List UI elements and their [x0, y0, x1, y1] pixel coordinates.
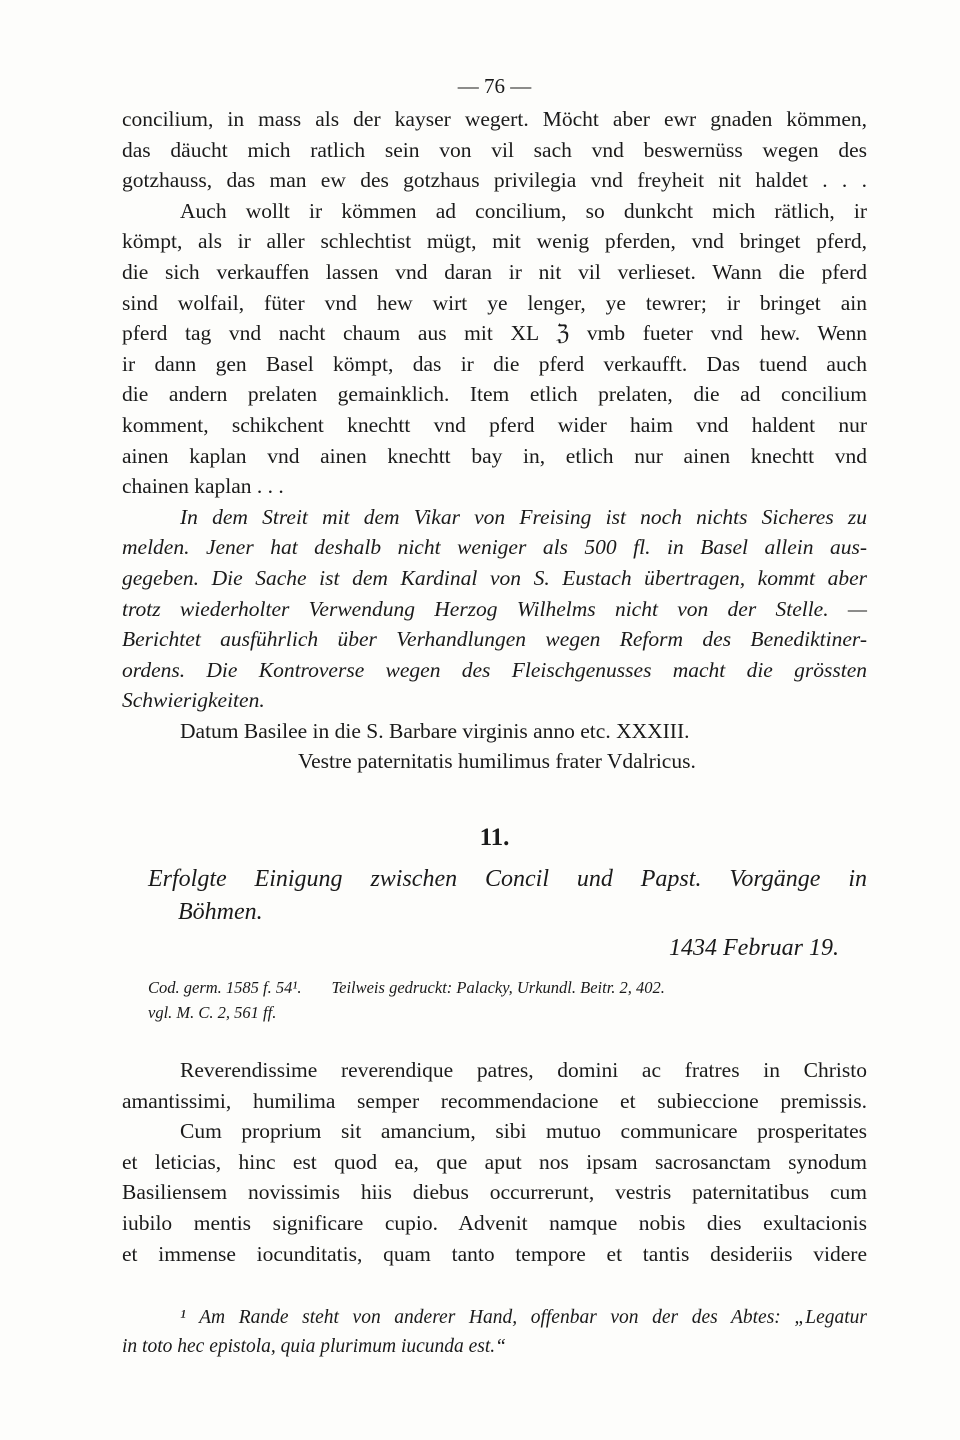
- title-line: Böhmen.: [178, 899, 263, 926]
- source-printed: Teilweis gedruckt: Palacky, Urkundl. Beitr. 2, 402.: [331, 978, 665, 998]
- body-line: amantissimi, humilima semper recommendacione et subieccione premissis.: [122, 1088, 867, 1113]
- text-line: gotzhauss, das man ew des gotzhaus privilegia vnd freyheit nit haldet . . .: [122, 168, 867, 193]
- title-line: Erfolgte Einigung zwischen Concil und Papst. Vorgänge in: [148, 866, 867, 893]
- summary-line: In dem Streit mit dem Vikar von Freising ist noch nichts Sicheres zu: [180, 504, 867, 529]
- text-line: kömpt, als ir aller schlechtist mügt, mit wenig pferden, vnd bringet pferd,: [122, 229, 867, 254]
- page-number: — 76 —: [457, 74, 532, 98]
- text-line: ainen kaplan vnd ainen knechtt bay in, etlich nur ainen knechtt vnd: [122, 443, 867, 468]
- text-line: Auch wollt ir kömmen ad concilium, so dunkcht mich rätlich, ir: [180, 198, 867, 223]
- signature: Vestre paternitatis humilimus frater Vdalricus.: [298, 749, 696, 774]
- page: [122, 70, 867, 1361]
- document-title: [122, 863, 867, 929]
- document-date: 1434 Februar 19.: [669, 935, 839, 962]
- body-line: Cum proprium sit amancium, sibi mutuo communicare prosperitates: [180, 1119, 867, 1144]
- body-paragraph: [122, 1055, 867, 1269]
- text-line: die andern prelaten gemainklich. Item etlich prelaten, die ad concilium: [122, 382, 867, 407]
- body-line: et leticias, hinc est quod ea, que aput nos ipsam sacrosanctam synodum: [122, 1149, 867, 1174]
- source-codex: Cod. germ. 1585 f. 54¹.: [148, 978, 302, 998]
- body-line: Basiliensem novissimis hiis diebus occurrerunt, vestris paternitatibus cum: [122, 1180, 867, 1205]
- dateline: Datum Basilee in die S. Barbare virginis anno etc. XXXIII.: [180, 718, 690, 743]
- source-note: [122, 975, 867, 1025]
- text-line: das däucht mich ratlich sein von vil sach vnd beswernüss wegen des: [122, 137, 867, 162]
- summary-line: melden. Jener hat deshalb nicht weniger als 500 fl. in Basel allein aus-: [122, 535, 867, 560]
- text-line: chainen kaplan . . .: [122, 474, 284, 499]
- body-line: iubilo mentis significare cupio. Advenit namque nobis dies exultacionis: [122, 1211, 867, 1236]
- text-line: ir dann gen Basel kömpt, das ir die pferd verkaufft. Das tuend auch: [122, 351, 867, 376]
- editorial-summary: [122, 502, 867, 716]
- body-line: Reverendissime reverendique patres, domini ac fratres in Christo: [180, 1058, 867, 1083]
- text-line: komment, schikchent knechtt vnd pferd wider haim vnd haldent nur: [122, 412, 867, 437]
- document-number: 11.: [479, 824, 510, 852]
- summary-line: ordens. Die Kontroverse wegen des Fleischgenusses macht die grössten: [122, 657, 867, 682]
- source-compare: vgl. M. C. 2, 561 ff.: [148, 1003, 277, 1023]
- summary-line: trotz wiederholter Verwendung Herzog Wilhelms nicht von der Stelle. —: [122, 596, 867, 621]
- body-line: et immense iocunditatis, quam tanto tempore et tantis desideriis videre: [122, 1241, 867, 1266]
- summary-line: gegeben. Die Sache ist dem Kardinal von S. Eustach übertragen, kommt aber: [122, 565, 867, 590]
- summary-line: Schwierigkeiten.: [122, 688, 265, 713]
- letter-paragraph: [122, 104, 867, 502]
- footnote-line: in toto hec epistola, quia plurimum iucunda est.“: [122, 1336, 507, 1358]
- summary-line: Berichtet ausführlich über Verhandlungen wegen Reform des Benediktiner-: [122, 627, 867, 652]
- text-line: die sich verkauffen lassen vnd daran ir nit vil verlieset. Wann die pferd: [122, 259, 867, 284]
- footnote: [122, 1303, 867, 1361]
- text-line: pferd tag vnd nacht chaum aus mit XL ℨ vmb fueter vnd hew. Wenn: [122, 321, 867, 346]
- text-line: concilium, in mass als der kayser wegert. Möcht aber ewr gnaden kömmen,: [122, 107, 867, 131]
- footnote-line: ¹ Am Rande steht von anderer Hand, offenbar von der des Abtes: „Legatur: [180, 1307, 867, 1329]
- text-line: sind wolfail, füter vnd hew wirt ye lenger, ye tewrer; ir bringet ain: [122, 290, 867, 315]
